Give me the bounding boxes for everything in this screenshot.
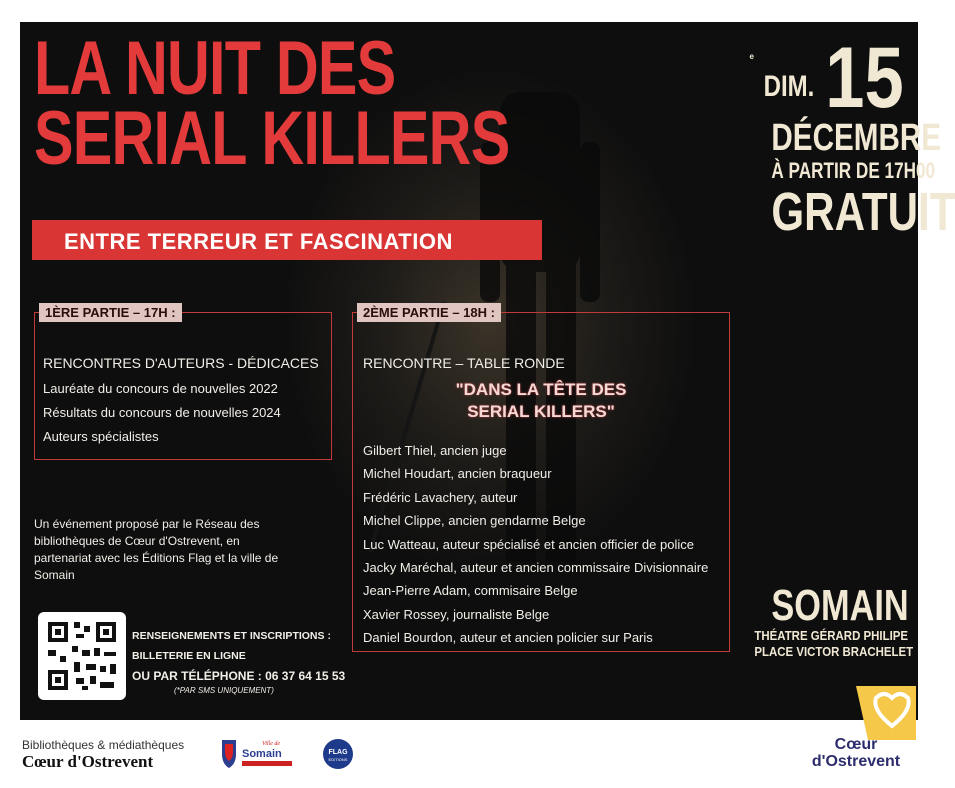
flag-logo-text: FLAG [328, 749, 348, 756]
day-label: DIM. [763, 70, 815, 103]
library-logo-line-2: Cœur d'Ostrevent [22, 752, 154, 771]
library-logo-line-1: Bibliothèques & médiathèques [22, 738, 185, 752]
somain-logo-name: Somain [242, 748, 282, 760]
part1-line: Lauréate du concours de nouvelles 2022 [43, 381, 278, 396]
coeur-line-1: Cœur [834, 736, 878, 753]
guest-item: Jean-Pierre Adam, commisaire Belge [363, 583, 578, 599]
coeur-ostrevent-text [804, 736, 908, 770]
guest-list [363, 439, 708, 650]
part2-intro: RENCONTRE – TABLE RONDE [363, 355, 565, 371]
phone-line: OU PAR TÉLÉPHONE : 06 37 64 15 53 [132, 669, 346, 683]
part1-box [34, 305, 332, 460]
price-label: GRATUIT [771, 182, 955, 242]
poster [20, 22, 955, 720]
part1-line: Résultats du concours de nouvelles 2024 [43, 405, 281, 420]
coeur-line-2: d'Ostrevent [811, 753, 901, 770]
somain-logo-small-text: Ville de [262, 741, 281, 747]
contact-heading: RENSEIGNEMENTS ET INSCRIPTIONS : [132, 630, 331, 642]
guest-item: Jacky Maréchal, auteur et ancien commissaire Divisionnaire [363, 560, 709, 576]
online-ticketing-link[interactable]: BILLETERIE EN LIGNE [132, 650, 246, 662]
event-title [34, 26, 510, 181]
guest-item: Frédéric Lavachery, auteur [363, 489, 518, 505]
date-superscript: e [749, 52, 754, 61]
guest-item: Xavier Rossey, journaliste Belge [363, 606, 550, 622]
guest-item: Luc Watteau, auteur spécialisé et ancien officier de police [363, 536, 694, 552]
part2-heading: 2ÈME PARTIE – 18H : [357, 303, 501, 322]
part1-line: RENCONTRES D'AUTEURS - DÉDICACES [43, 355, 319, 371]
location-block [734, 581, 914, 660]
venue-line-2: PLACE VICTOR BRACHELET [754, 644, 914, 659]
flag-logo-sub: EDITIONS [328, 757, 348, 762]
day-number: 15 [825, 30, 904, 126]
part1-line: Auteurs spécialistes [43, 429, 159, 444]
part1-heading: 1ÈRE PARTIE – 17H : [39, 303, 182, 322]
start-time: À PARTIR DE 17H00 [771, 158, 936, 183]
qr-code[interactable] [38, 612, 126, 700]
quote-line-2: SERIAL KILLERS" [467, 402, 615, 421]
sms-note: (*PAR SMS UNIQUEMENT) [174, 686, 274, 695]
city-name: SOMAIN [771, 581, 909, 630]
guest-item: Michel Clippe, ancien gendarme Belge [363, 513, 586, 529]
guest-item: Daniel Bourdon, auteur et ancien policier sur Paris [363, 630, 653, 646]
contact-info [132, 626, 345, 696]
organizer-text: Un événement proposé par le Réseau des bibliothèques de Cœur d'Ostrevent, en partenariat avec les Éditions Flag et la ville de Somain [34, 517, 279, 582]
title-line-2: SERIAL KILLERS [34, 96, 510, 181]
library-network-logo [22, 738, 184, 772]
title-line-1: LA NUIT DES [34, 26, 396, 111]
event-subtitle: ENTRE TERREUR ET FASCINATION [64, 229, 453, 254]
somain-town-logo [218, 736, 298, 772]
part2-box [352, 305, 730, 652]
guest-item: Michel Houdart, ancien braqueur [363, 466, 552, 482]
month: DÉCEMBRE [771, 117, 942, 159]
qr-code-icon [38, 612, 126, 700]
guest-item: Gilbert Thiel, ancien juge [363, 443, 507, 458]
date-block [734, 30, 955, 242]
venue-line-1: THÉATRE GÉRARD PHILIPE [754, 628, 909, 643]
part2-quote [353, 379, 729, 423]
flag-editions-logo [322, 738, 354, 770]
quote-line-1: "DANS LA TÊTE DES [455, 380, 627, 399]
